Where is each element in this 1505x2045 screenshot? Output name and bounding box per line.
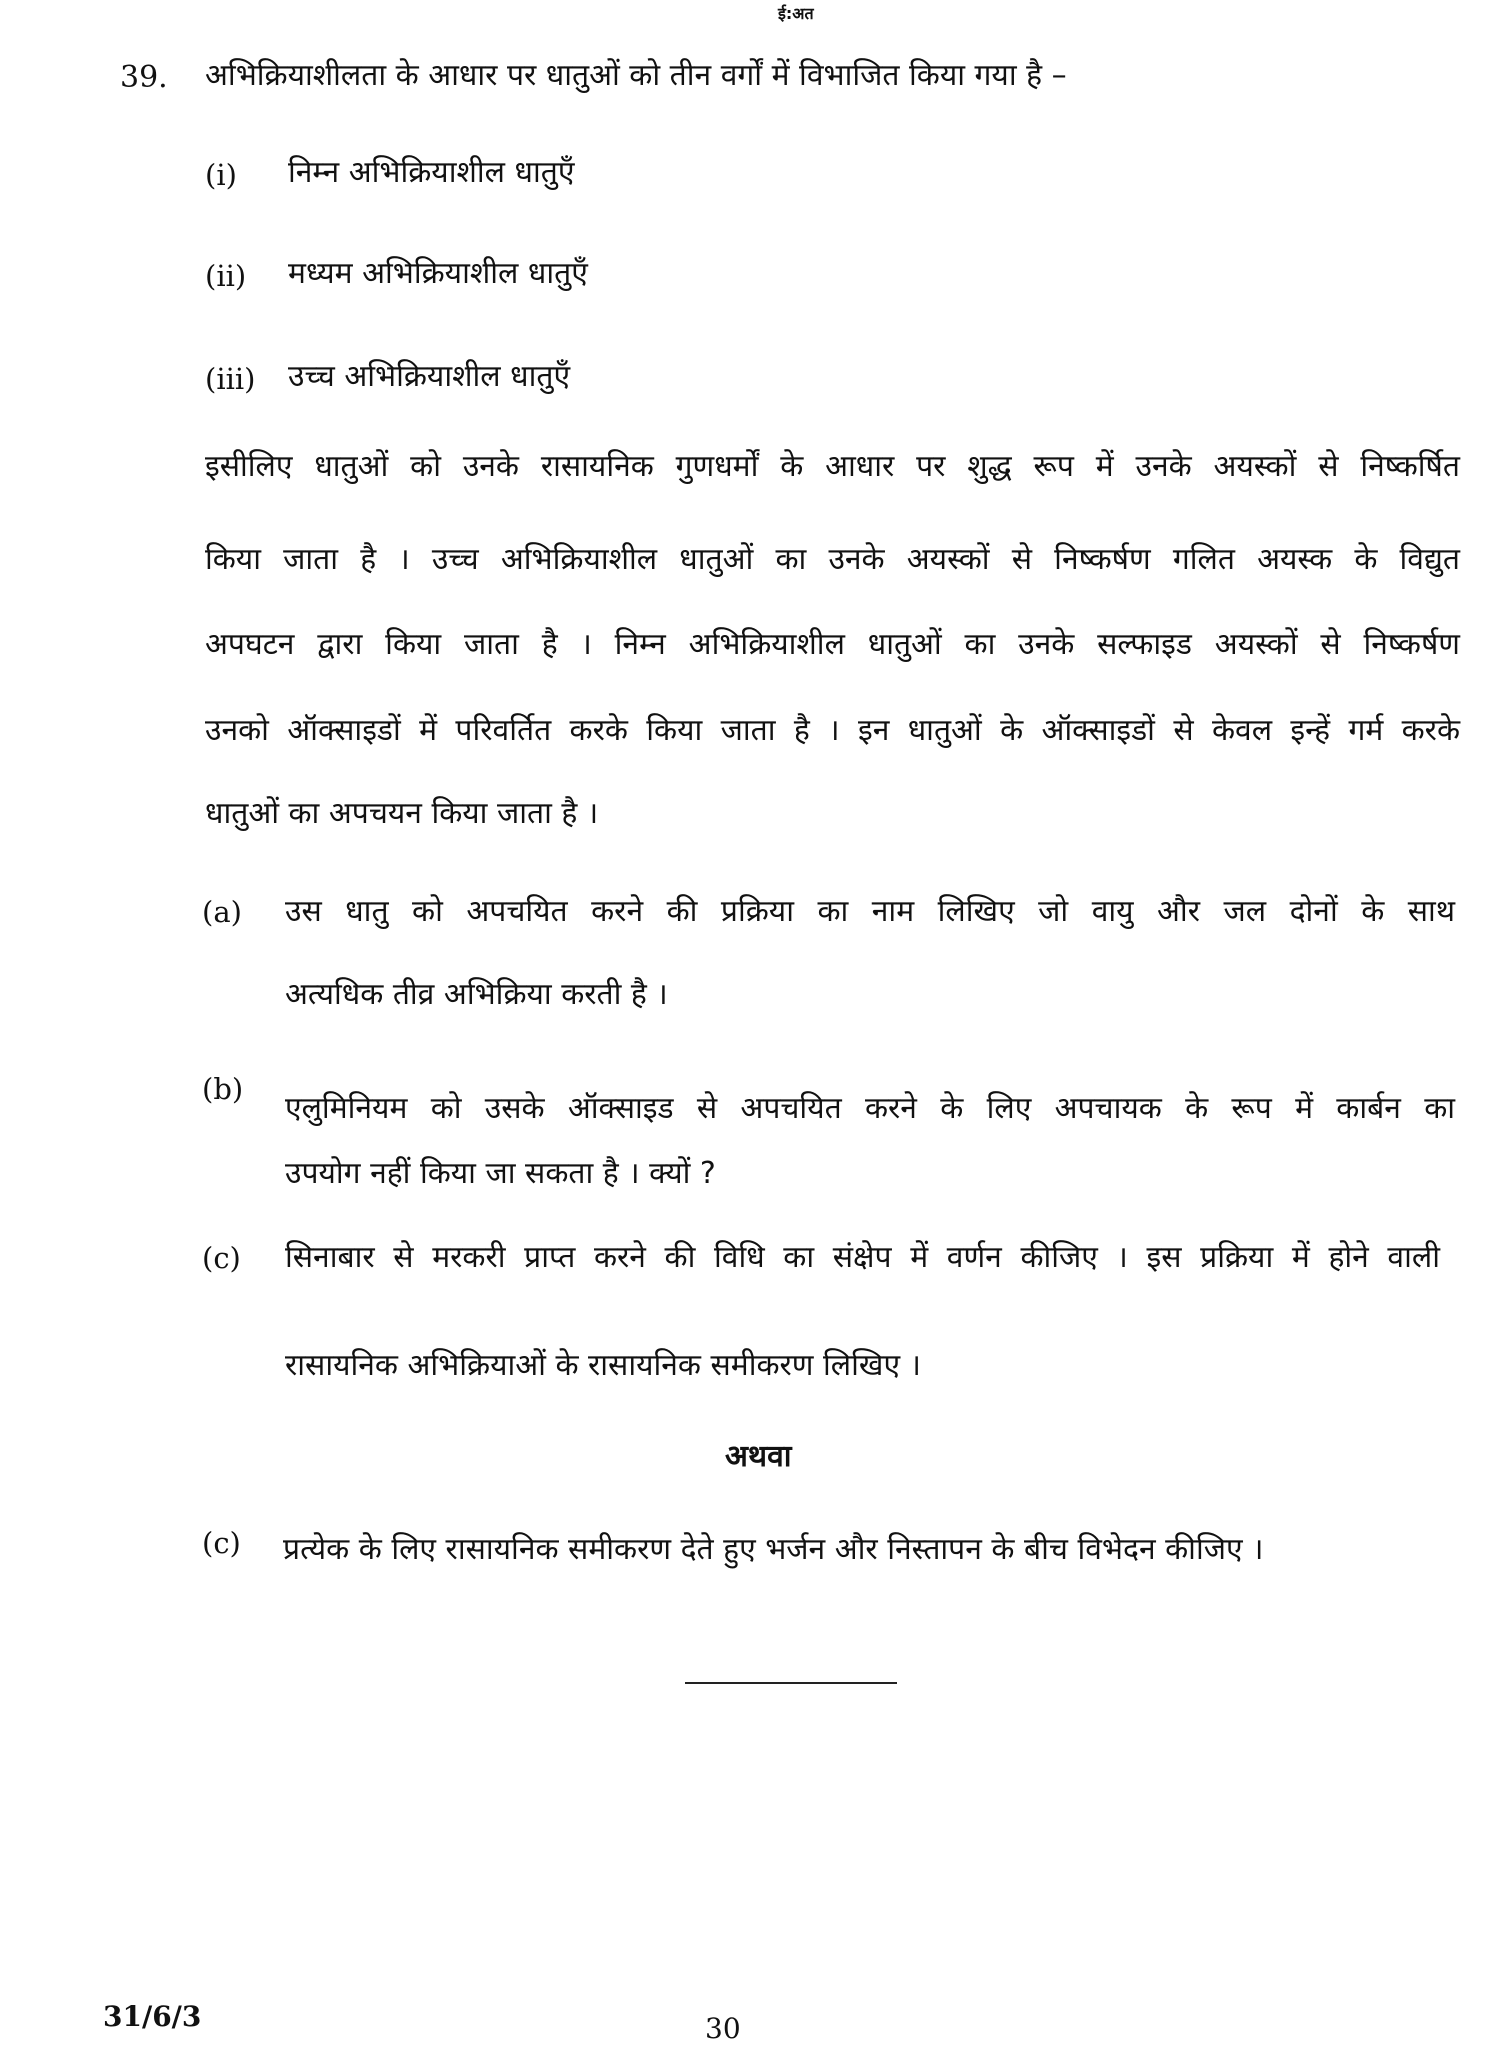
part-c-line: रासायनिक अभिक्रियाओं के रासायनिक समीकरण लिखिए । — [285, 1348, 921, 1383]
class-text-ii: मध्यम अभिक्रियाशील धातुएँ — [288, 256, 588, 291]
class-label-ii: (ii) — [205, 259, 247, 293]
part-label-c: (c) — [202, 1241, 241, 1275]
paper-code: 31/6/3 — [103, 2000, 202, 2033]
part-label-a: (a) — [202, 895, 242, 929]
page-number: 30 — [705, 2012, 741, 2045]
question-intro: अभिक्रियाशीलता के आधार पर धातुओं को तीन वर्गों में विभाजित किया गया है – — [205, 58, 1067, 93]
or-label: अथवा — [725, 1439, 792, 1474]
alt-part-label: (c) — [202, 1526, 241, 1560]
part-b-line: उपयोग नहीं किया जा सकता है । क्यों ? — [285, 1156, 716, 1191]
part-c-line: सिनाबार से मरकरी प्राप्त करने की विधि का संक्षेप में वर्णन कीजिए । इस प्रक्रिया में होने वाली — [285, 1240, 1440, 1275]
question-number: 39. — [120, 60, 168, 95]
class-label-i: (i) — [205, 158, 237, 192]
part-a-line: अत्यधिक तीव्र अभिक्रिया करती है । — [285, 977, 668, 1012]
paragraph-line: किया जाता है । उच्च अभिक्रियाशील धातुओं का उनके अयस्कों से निष्कर्षण गलित अयस्क के विद्युत — [205, 542, 1460, 577]
paragraph-line: अपघटन द्वारा किया जाता है । निम्न अभिक्रियाशील धातुओं का उनके सल्फाइड अयस्कों से निष्कर्षण — [205, 627, 1460, 662]
paragraph-line: धातुओं का अपचयन किया जाता है । — [205, 796, 599, 831]
class-label-iii: (iii) — [205, 362, 256, 396]
class-text-iii: उच्च अभिक्रियाशील धातुएँ — [288, 359, 571, 394]
end-rule — [685, 1682, 897, 1684]
paragraph-line: इसीलिए धातुओं को उनके रासायनिक गुणधर्मों के आधार पर शुद्ध रूप में उनके अयस्कों से निष्कर्षित — [205, 449, 1460, 484]
alt-part-text: प्रत्येक के लिए रासायनिक समीकरण देते हुए भर्जन और निस्तापन के बीच विभेदन कीजिए । — [283, 1532, 1264, 1567]
paragraph-line: उनको ऑक्साइडों में परिवर्तित करके किया जाता है । इन धातुओं के ऑक्साइडों से केवल इन्हें गर्म करके — [205, 713, 1460, 748]
part-b-line: एलुमिनियम को उसके ऑक्साइड से अपचयित करने के लिए अपचायक के रूप में कार्बन का — [285, 1091, 1455, 1126]
header-mark: ई:अत — [778, 4, 814, 23]
class-text-i: निम्न अभिक्रियाशील धातुएँ — [288, 155, 575, 190]
part-a-line: उस धातु को अपचयित करने की प्रक्रिया का नाम लिखिए जो वायु और जल दोनों के साथ — [285, 894, 1455, 929]
part-label-b: (b) — [202, 1072, 244, 1106]
